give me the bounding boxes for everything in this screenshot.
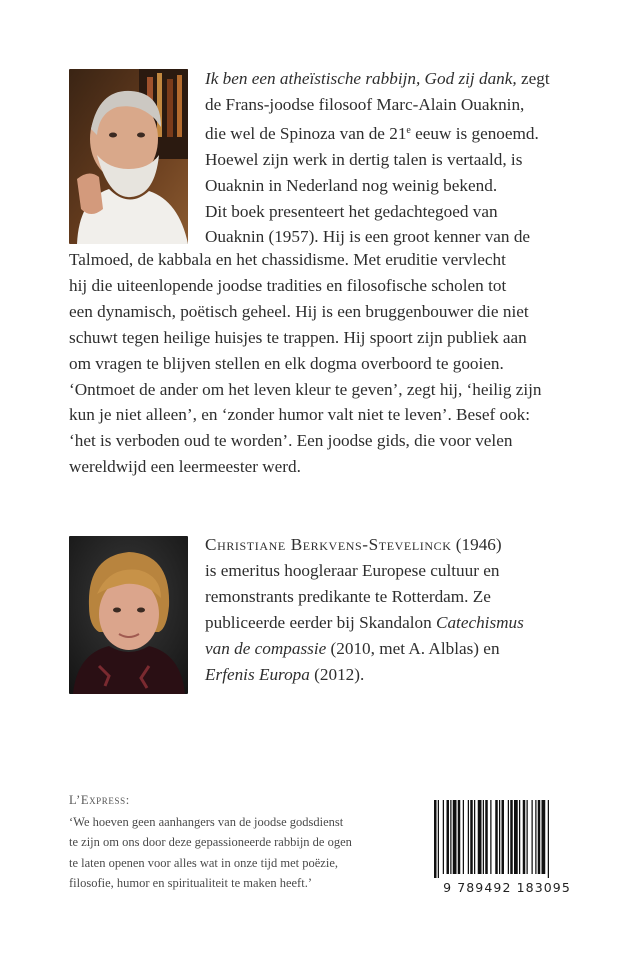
contributor-name: Christiane Berkvens-Stevelinck — [205, 535, 452, 554]
barcode-bar — [463, 800, 464, 874]
barcode-bar — [523, 800, 526, 874]
barcode-bar — [470, 800, 473, 874]
barcode-bar — [527, 800, 528, 874]
author-photo — [69, 69, 188, 244]
quote-line: te laten openen voor alles wat in onze tijd met poëzie, — [69, 855, 339, 870]
barcode-bar — [458, 800, 461, 874]
barcode-bar — [468, 800, 469, 874]
barcode-bar — [542, 800, 546, 874]
quote-line: ‘We hoeven geen aanhangers van de joodse godsdienst — [69, 815, 344, 829]
quote-line: filosofie, humor en spiritualiteit te maken heeft.’ — [69, 875, 312, 890]
text-line: schuwt tegen heilige huisjes te trappen. Hij spoort zijn publiek aan — [69, 327, 527, 347]
text-line: om vragen te blijven stellen en elk dogma overboord te gooien. — [69, 353, 504, 373]
barcode-bar — [514, 800, 518, 874]
description-paragraph — [69, 247, 599, 480]
barcode-bar — [519, 800, 520, 874]
barcode-bar — [538, 800, 541, 874]
barcode-bar — [483, 800, 484, 874]
text-line: ‘Ontmoet de ander om het leven kleur te geven’, zegt hij, ‘heilig zijn — [69, 379, 542, 399]
quote-line: te zijn om ons door deze gepassioneerde rabbijn de ogen — [69, 835, 352, 850]
text-line: Talmoed, de kabbala en het chassidisme. Met eruditie vervlecht — [69, 250, 506, 269]
barcode-bar — [447, 800, 450, 874]
barcode-bar — [450, 800, 451, 874]
press-source: L’Express: — [69, 793, 130, 807]
press-quote — [69, 812, 429, 893]
barcode-bars — [432, 800, 582, 878]
barcode-bar — [490, 800, 491, 874]
barcode-bar — [508, 800, 509, 874]
contributor-bio: Christiane Berkvens-Stevelinck (1946) is emeritus hoogleraar Europese cultuur en remonstrants predikante te Rotterdam. Ze publiceerde eerder bij Skandalon Catechismus van de compassie (2010, met A. Alblas) en Erfenis Europa (2012). — [205, 535, 524, 684]
barcode-bar — [453, 800, 457, 874]
barcode-bar — [434, 800, 437, 878]
barcode-bar — [443, 800, 444, 874]
barcode-bar — [510, 800, 513, 874]
barcode-bar — [532, 800, 533, 874]
intro-paragraph: Ik ben een atheïstische rabbijn, God zij dank, zegt de Frans-joodse filosoof Marc-Alain Ouaknin, die wel de Spinoza van de 21e eeuw is genoemd. Hoewel zijn werk in dertig talen is vertaald, is Ouaknin in Nederland nog weinig bekend. Dit boek presenteert het gedachtegoed van Ouaknin (1957). Hij is een groot kenner van de — [205, 69, 550, 247]
text-line: wereldwijd een leermeester werd. — [69, 457, 301, 477]
text-line: hij die uiteenlopende joodse tradities en filosofische scholen tot — [69, 275, 507, 295]
text-line: ‘het is verboden oud te worden’. Een joodse gids, die voor velen — [69, 431, 513, 451]
barcode-bar — [438, 800, 439, 878]
barcode-bar — [495, 800, 498, 874]
barcode-bar — [502, 800, 505, 874]
barcode-bar — [485, 800, 488, 874]
barcode-bar — [535, 800, 536, 874]
text-line: een dynamisch, poëtisch geheel. Hij is een bruggenbouwer die niet — [69, 301, 529, 321]
barcode-bar — [474, 800, 475, 874]
text-line: kun je niet alleen’, en ‘zonder humor valt niet te leven’. Besef ook: — [69, 405, 531, 425]
barcode-bar — [499, 800, 500, 874]
barcode-bar — [478, 800, 482, 874]
barcode-bar — [548, 800, 549, 878]
title-quote: Ik ben een atheïstische rabbijn, God zij dank, — [205, 69, 517, 88]
contributor-photo — [69, 536, 188, 694]
isbn-number: 9 789492 183095 — [443, 880, 571, 895]
